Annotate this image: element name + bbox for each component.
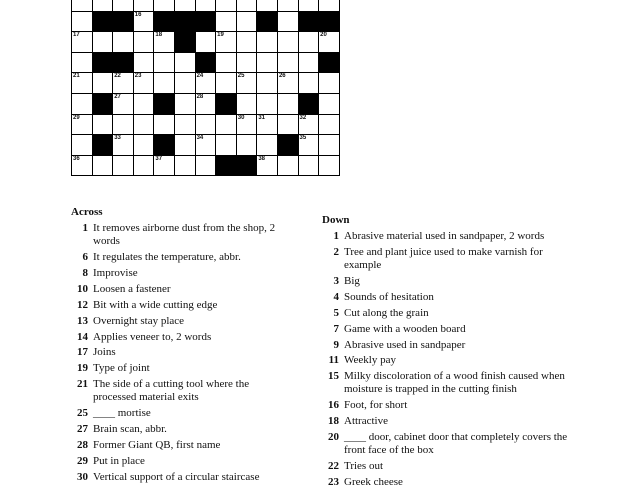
down-clue <box>322 291 572 304</box>
grid-cell[interactable] <box>299 156 320 177</box>
cell-number: 26 <box>278 73 286 80</box>
clue-text: Abrasive used in sandpaper <box>344 338 466 351</box>
grid-cell[interactable] <box>299 115 320 136</box>
grid-cell[interactable] <box>216 73 237 94</box>
grid-cell[interactable] <box>216 12 237 33</box>
grid-cell[interactable] <box>237 0 258 12</box>
across-clue <box>71 222 286 247</box>
down-heading: Down <box>322 214 350 226</box>
grid-cell[interactable] <box>299 73 320 94</box>
down-clue <box>322 415 572 428</box>
down-clue <box>322 230 572 243</box>
clue-text: Vertical support of a circular staircase <box>93 470 260 483</box>
grid-cell[interactable] <box>196 0 217 12</box>
grid-cell[interactable] <box>257 94 278 115</box>
clue-text: Tries out <box>344 459 384 472</box>
grid-cell[interactable] <box>154 115 175 136</box>
clue-text: ____ mortise <box>93 407 151 420</box>
cell-number: 25 <box>237 73 245 80</box>
clue-number: 3 <box>333 274 339 287</box>
down-clue <box>322 476 572 489</box>
clue-number: 28 <box>77 439 88 451</box>
clue-text: It removes airborne dust from the shop, 2 words <box>93 222 276 247</box>
black-square <box>113 53 134 74</box>
grid-cell[interactable] <box>196 94 217 115</box>
black-square <box>216 94 237 115</box>
across-clue <box>71 471 286 484</box>
cell-number: 19 <box>217 32 224 39</box>
grid-cell[interactable] <box>257 53 278 74</box>
grid-cell[interactable] <box>154 53 175 74</box>
down-clue <box>322 307 572 320</box>
clue-text: Brain scan, abbr. <box>93 423 167 436</box>
across-clue <box>71 362 286 375</box>
grid-cell[interactable] <box>278 32 299 53</box>
black-square <box>278 135 299 156</box>
clue-number: 1 <box>333 230 339 242</box>
across-clue <box>71 283 286 296</box>
grid-cell[interactable] <box>216 53 237 74</box>
clue-number: 16 <box>328 399 339 412</box>
grid-cell[interactable] <box>319 115 340 136</box>
grid-cell[interactable] <box>93 156 114 177</box>
grid-cell[interactable] <box>216 32 237 53</box>
grid-cell[interactable] <box>72 115 93 136</box>
grid-cell[interactable] <box>278 156 299 177</box>
grid-cell[interactable] <box>216 0 237 12</box>
grid-cell[interactable] <box>154 0 175 12</box>
clue-text: Cut along the grain <box>344 306 429 319</box>
cell-number: 38 <box>258 155 266 162</box>
cell-number: 21 <box>73 73 80 80</box>
grid-cell[interactable] <box>72 0 93 12</box>
clue-number: 2 <box>333 245 339 258</box>
grid-cell[interactable] <box>134 73 155 94</box>
grid-cell[interactable] <box>196 135 217 156</box>
grid-cell[interactable] <box>93 73 114 94</box>
black-square <box>175 32 196 53</box>
black-square <box>299 12 320 33</box>
across-clue <box>71 423 286 436</box>
black-square <box>196 53 217 74</box>
grid-cell[interactable] <box>196 156 217 177</box>
grid-cell[interactable] <box>319 135 340 156</box>
black-square <box>257 12 278 33</box>
clue-number: 25 <box>77 407 88 420</box>
grid-cell[interactable] <box>257 156 278 177</box>
clue-number: 5 <box>333 306 339 319</box>
across-clue <box>71 331 286 344</box>
clue-text: Improvise <box>93 266 138 279</box>
clue-number: 9 <box>333 338 339 351</box>
grid-cell[interactable] <box>319 32 340 53</box>
clue-number: 15 <box>328 370 339 383</box>
grid-cell[interactable] <box>113 73 134 94</box>
black-square <box>196 12 217 33</box>
clue-number: 8 <box>82 266 88 279</box>
black-square <box>93 94 114 115</box>
grid-cell[interactable] <box>72 32 93 53</box>
grid-cell[interactable] <box>216 115 237 136</box>
grid-cell[interactable] <box>299 0 320 12</box>
clue-number: 12 <box>77 298 88 311</box>
clue-text: Big <box>344 274 360 287</box>
crossword-grid <box>71 0 340 176</box>
cell-number: 17 <box>73 32 80 39</box>
grid-cell[interactable] <box>134 115 155 136</box>
down-clue <box>322 460 572 473</box>
down-clue <box>322 275 572 288</box>
clue-number: 21 <box>77 378 88 391</box>
clue-text: Loosen a fastener <box>93 282 171 295</box>
grid-cell[interactable] <box>154 73 175 94</box>
cell-number: 16 <box>134 11 142 18</box>
grid-cell[interactable] <box>237 73 258 94</box>
clue-text: Attractive <box>344 415 388 428</box>
grid-cell[interactable] <box>257 73 278 94</box>
grid-cell[interactable] <box>319 156 340 177</box>
down-clue <box>322 431 572 456</box>
black-square <box>154 135 175 156</box>
grid-cell[interactable] <box>196 73 217 94</box>
grid-cell[interactable] <box>134 53 155 74</box>
across-clue <box>71 346 286 359</box>
black-square <box>154 94 175 115</box>
grid-cell[interactable] <box>72 53 93 74</box>
grid-cell[interactable] <box>237 32 258 53</box>
grid-cell[interactable] <box>72 12 93 33</box>
down-clue <box>322 399 572 412</box>
cell-number: 35 <box>299 135 307 142</box>
clue-number: 22 <box>328 459 339 472</box>
cell-number: 20 <box>320 32 327 39</box>
across-heading: Across <box>71 206 103 218</box>
black-square <box>216 156 237 177</box>
clue-text: Abrasive material used in sandpaper, 2 words <box>344 230 545 242</box>
cell-number: 24 <box>196 73 204 80</box>
grid-cell[interactable] <box>175 156 196 177</box>
across-clue <box>71 378 286 403</box>
grid-cell[interactable] <box>257 32 278 53</box>
clue-number: 6 <box>82 250 88 263</box>
grid-cell[interactable] <box>175 73 196 94</box>
cell-number: 32 <box>299 114 307 121</box>
grid-cell[interactable] <box>299 53 320 74</box>
across-clue <box>71 439 286 452</box>
black-square <box>237 156 258 177</box>
clue-number: 30 <box>77 470 88 483</box>
black-square <box>299 94 320 115</box>
cell-number: 36 <box>73 155 80 162</box>
black-square <box>93 53 114 74</box>
down-clue <box>322 370 572 395</box>
cell-number: 34 <box>196 135 204 142</box>
grid-cell[interactable] <box>72 94 93 115</box>
clue-number: 23 <box>328 475 339 488</box>
down-clue <box>322 323 572 336</box>
grid-cell[interactable] <box>257 115 278 136</box>
clue-text: Put in place <box>93 454 145 467</box>
clue-text: Overnight stay place <box>93 314 185 327</box>
cell-number: 28 <box>196 93 204 100</box>
clue-text: Foot, for short <box>344 399 408 412</box>
grid-cell[interactable] <box>237 12 258 33</box>
grid-cell[interactable] <box>175 0 196 12</box>
across-clue-list <box>71 222 286 484</box>
grid-cell[interactable] <box>216 135 237 156</box>
across-clue <box>71 299 286 312</box>
clue-text: Weekly pay <box>344 354 396 367</box>
grid-cell[interactable] <box>72 156 93 177</box>
clue-text: Former Giant QB, first name <box>93 439 221 451</box>
grid-cell[interactable] <box>72 73 93 94</box>
clue-number: 17 <box>77 346 88 359</box>
clue-text: It regulates the temperature, abbr. <box>93 250 241 263</box>
grid-cell[interactable] <box>257 135 278 156</box>
clue-text: Bit with a wide cutting edge <box>93 298 218 311</box>
across-clues <box>71 206 286 487</box>
clue-text: Tree and plant juice used to make varnish for example <box>344 245 543 271</box>
grid-cell[interactable] <box>278 12 299 33</box>
clue-text: Applies veneer to, 2 words <box>93 330 212 343</box>
cell-number: 33 <box>114 135 121 142</box>
clue-number: 13 <box>77 314 88 327</box>
grid-cell[interactable] <box>175 94 196 115</box>
clue-text: Greek cheese <box>344 475 403 488</box>
clue-text: Sounds of hesitation <box>344 290 434 303</box>
grid-cell[interactable] <box>134 0 155 12</box>
clue-number: 11 <box>328 354 339 367</box>
grid-cell[interactable] <box>113 135 134 156</box>
cell-number: 29 <box>73 114 80 121</box>
grid-cell[interactable] <box>93 32 114 53</box>
grid-cell[interactable] <box>134 32 155 53</box>
black-square <box>154 12 175 33</box>
grid-cell[interactable] <box>278 115 299 136</box>
clue-text: ____ door, cabinet door that completely covers the front face of the box <box>344 431 568 456</box>
clue-text: The side of a cutting tool where the processed material exits <box>93 378 250 404</box>
grid-cell[interactable] <box>257 0 278 12</box>
grid-cell[interactable] <box>278 73 299 94</box>
down-clue-list <box>322 230 572 488</box>
cell-number: 31 <box>258 114 266 121</box>
grid-cell[interactable] <box>299 135 320 156</box>
cell-number: 23 <box>134 73 142 80</box>
clue-text: Joins <box>93 346 116 359</box>
across-clue <box>71 315 286 328</box>
across-clue <box>71 407 286 420</box>
grid-cell[interactable] <box>134 12 155 33</box>
grid-cell[interactable] <box>319 0 340 12</box>
grid-cell[interactable] <box>237 135 258 156</box>
down-clue <box>322 354 572 367</box>
across-clue <box>71 455 286 468</box>
grid-cell[interactable] <box>154 156 175 177</box>
down-clues <box>322 214 572 492</box>
grid-cell[interactable] <box>237 115 258 136</box>
black-square <box>113 12 134 33</box>
clue-text: Game with a wooden board <box>344 322 466 335</box>
grid-cell[interactable] <box>113 115 134 136</box>
grid-cell[interactable] <box>134 156 155 177</box>
clue-number: 1 <box>82 222 88 234</box>
cell-number: 30 <box>237 114 245 121</box>
grid-cell[interactable] <box>113 0 134 12</box>
grid-cell[interactable] <box>134 94 155 115</box>
down-clue <box>322 339 572 352</box>
clue-number: 10 <box>77 282 88 295</box>
grid-cell[interactable] <box>93 115 114 136</box>
grid-cell[interactable] <box>196 115 217 136</box>
across-clue <box>71 251 286 264</box>
grid-cell[interactable] <box>93 0 114 12</box>
grid-cell[interactable] <box>175 115 196 136</box>
grid-cell[interactable] <box>319 94 340 115</box>
grid-cell[interactable] <box>319 73 340 94</box>
cell-number: 22 <box>114 73 121 80</box>
across-clue <box>71 267 286 280</box>
cell-number: 37 <box>155 155 163 162</box>
black-square <box>175 12 196 33</box>
clue-number: 19 <box>77 362 88 375</box>
clue-number: 20 <box>328 431 339 444</box>
grid-cell[interactable] <box>113 94 134 115</box>
grid-cell[interactable] <box>175 53 196 74</box>
clue-number: 18 <box>328 415 339 428</box>
black-square <box>319 53 340 74</box>
grid-cell[interactable] <box>196 32 217 53</box>
clue-number: 4 <box>333 290 339 303</box>
grid-cell[interactable] <box>299 32 320 53</box>
clue-text: Type of joint <box>93 362 150 375</box>
clue-number: 29 <box>77 454 88 467</box>
down-clue <box>322 246 572 271</box>
grid-cell[interactable] <box>237 53 258 74</box>
grid-cell[interactable] <box>175 135 196 156</box>
black-square <box>93 12 114 33</box>
grid-cell[interactable] <box>134 135 155 156</box>
grid-cell[interactable] <box>72 135 93 156</box>
clue-number: 14 <box>77 330 88 343</box>
clue-number: 27 <box>77 423 88 436</box>
grid-cell[interactable] <box>237 94 258 115</box>
grid-cell[interactable] <box>154 32 175 53</box>
clue-number: 7 <box>333 322 339 335</box>
grid-cell[interactable] <box>113 32 134 53</box>
grid-cell[interactable] <box>278 53 299 74</box>
black-square <box>319 12 340 33</box>
cell-number: 18 <box>155 32 163 39</box>
grid-cell[interactable] <box>113 156 134 177</box>
clue-text: Milky discoloration of a wood finish caused when moisture is trapped in the cutting finish <box>344 370 565 396</box>
grid-cell[interactable] <box>278 94 299 115</box>
cell-number: 27 <box>114 93 121 100</box>
black-square <box>93 135 114 156</box>
grid-cell[interactable] <box>278 0 299 12</box>
